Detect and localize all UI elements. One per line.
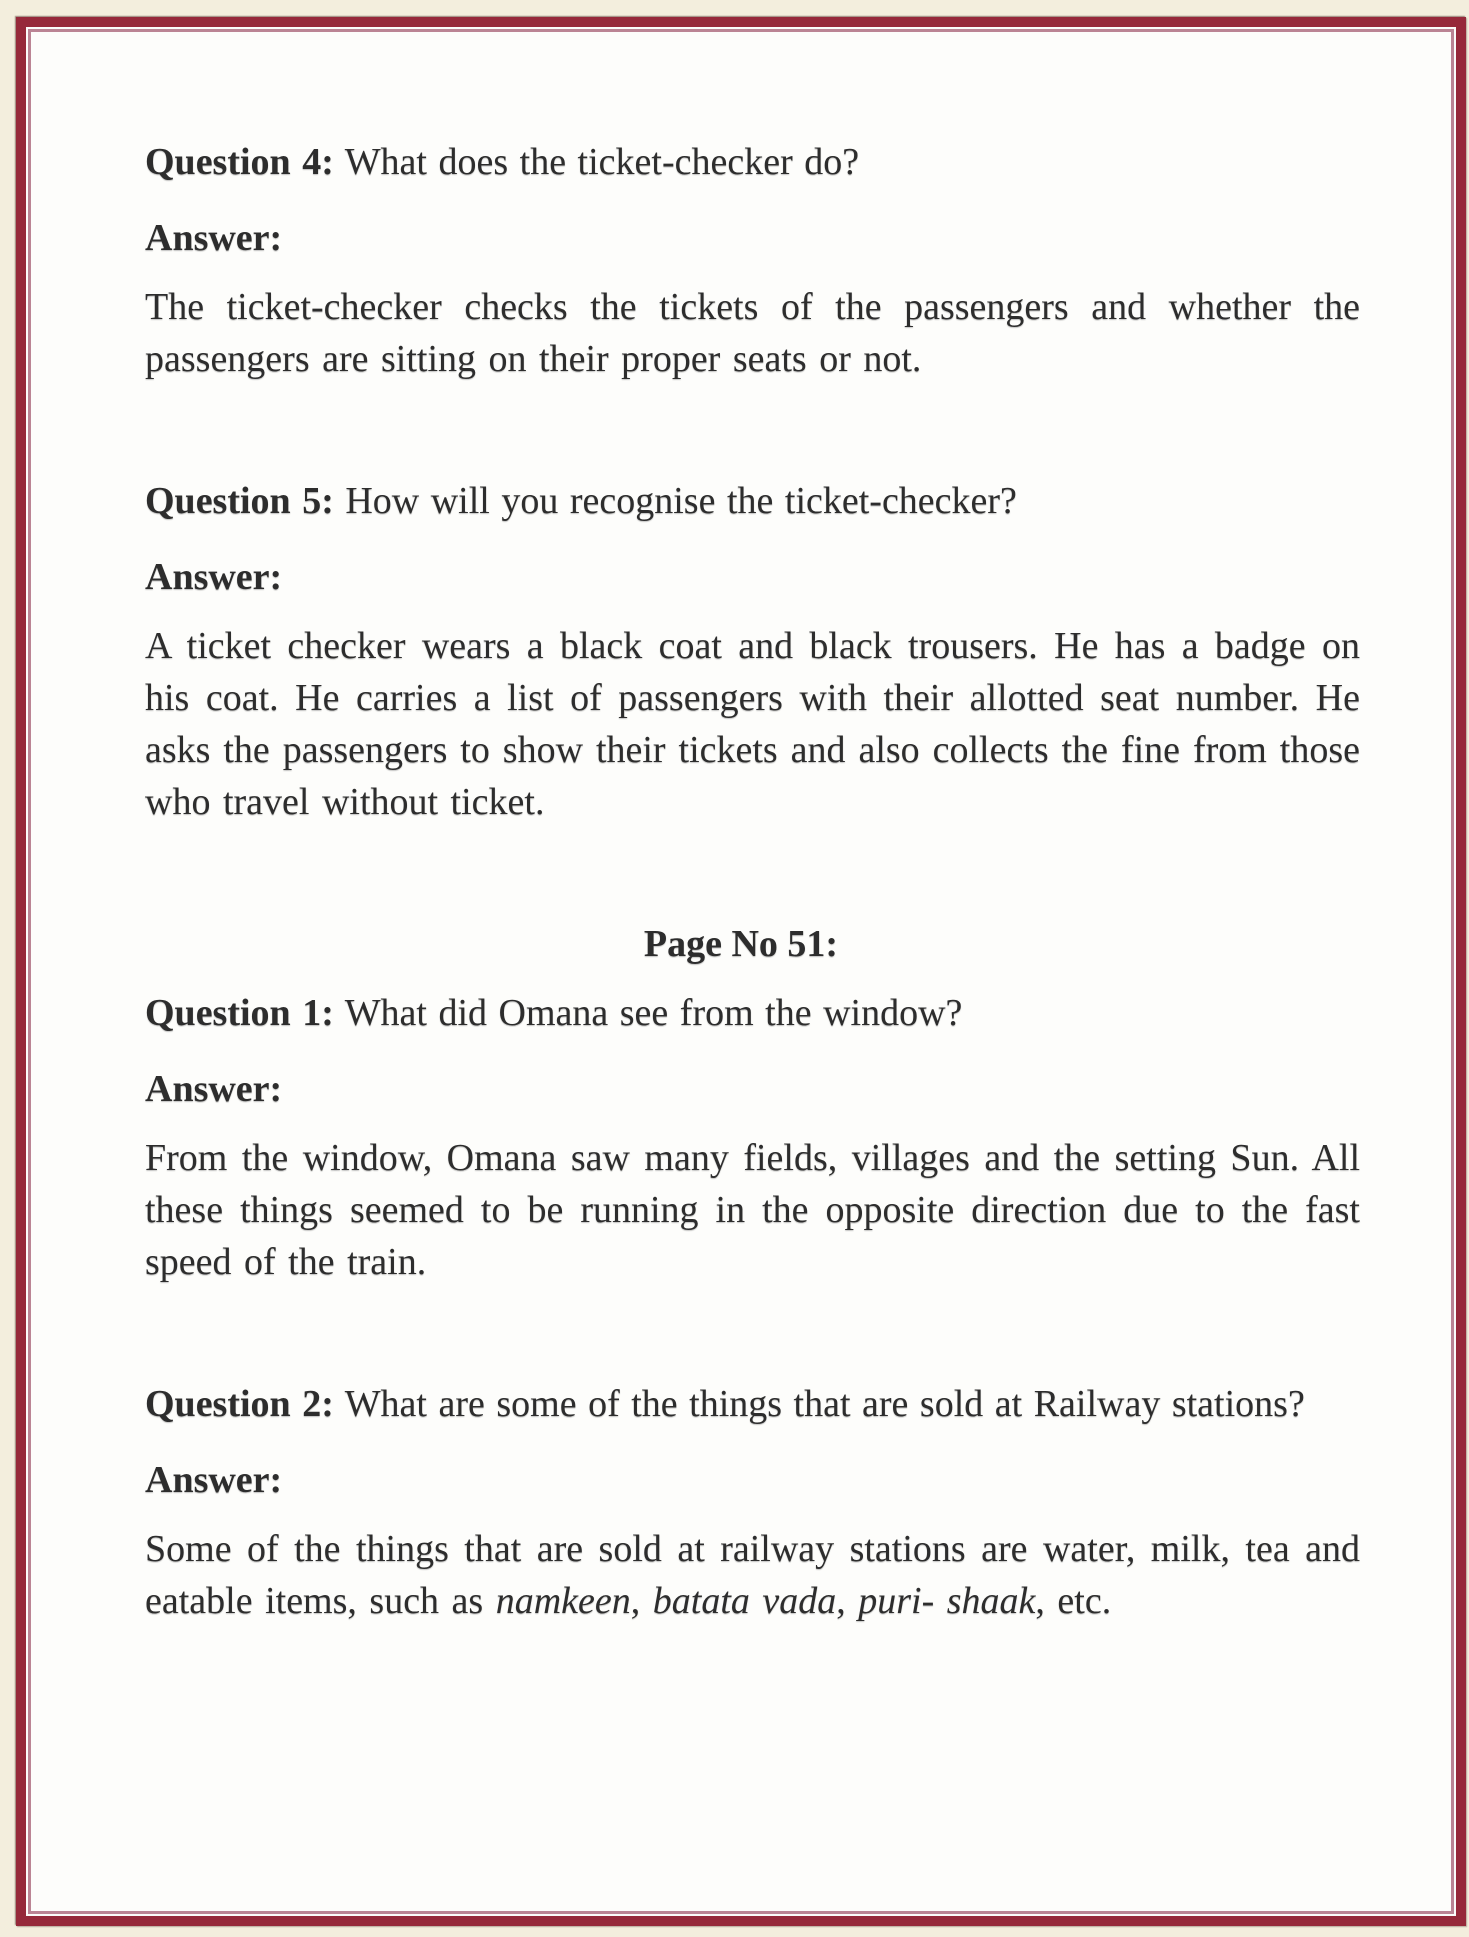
answer-paragraph (145, 1523, 1360, 1627)
answer-label: Answer: (145, 1068, 283, 1110)
page-outer-border (16, 17, 1466, 1926)
answer-label: Answer: (145, 556, 283, 598)
answer-label: Answer: (145, 217, 283, 259)
qa-block-question-1 (145, 987, 1360, 1288)
question-label: Question 1: (145, 992, 334, 1034)
question-label: Question 4: (145, 141, 334, 183)
answer-text-italic: puri- shaak (858, 1580, 1036, 1622)
answer-text-part: , (630, 1580, 653, 1622)
question-line (145, 475, 1360, 527)
answer-paragraph: From the window, Omana saw many fields, villages and the setting Sun. All these things seemed to be running in the opposite direction due to the fast speed of the train. (145, 1137, 1360, 1283)
answer-text-part: Some of the things that are sold at railway stations are water, milk, tea and eatable items, such as (145, 1528, 1360, 1622)
question-label: Question 2: (145, 1383, 334, 1425)
question-text: What does the ticket-checker do? (344, 141, 860, 183)
question-line (145, 987, 1360, 1039)
answer-text-part: , (836, 1580, 859, 1622)
answer-label: Answer: (145, 1459, 283, 1501)
question-line (145, 136, 1360, 188)
answer-paragraph: A ticket checker wears a black coat and black trousers. He has a badge on his coat. He carries a list of passengers with their allotted seat number. He asks the passengers to show their tickets and also collects the fine from those who travel without ticket. (145, 625, 1360, 823)
question-label: Question 5: (145, 480, 334, 522)
answer-paragraph: The ticket-checker checks the tickets of the passengers and whether the passengers are sitting on their proper seats or not. (145, 286, 1360, 380)
question-text: How will you recognise the ticket-checker? (345, 480, 1017, 522)
answer-text-italic: namkeen (495, 1580, 631, 1622)
question-line (145, 1378, 1360, 1430)
question-text: What did Omana see from the window? (344, 992, 963, 1034)
qa-block-question-2 (145, 1378, 1360, 1627)
page-content (31, 32, 1451, 1911)
page-inner-border (28, 29, 1454, 1914)
qa-block-question-5 (145, 475, 1360, 828)
page-section-heading: Page No 51: (643, 923, 839, 965)
question-text: What are some of the things that are sold at Railway stations? (344, 1383, 1305, 1425)
qa-block-question-4 (145, 136, 1360, 385)
answer-text-italic: batata vada (652, 1580, 837, 1622)
answer-text-part: , etc. (1035, 1580, 1112, 1622)
